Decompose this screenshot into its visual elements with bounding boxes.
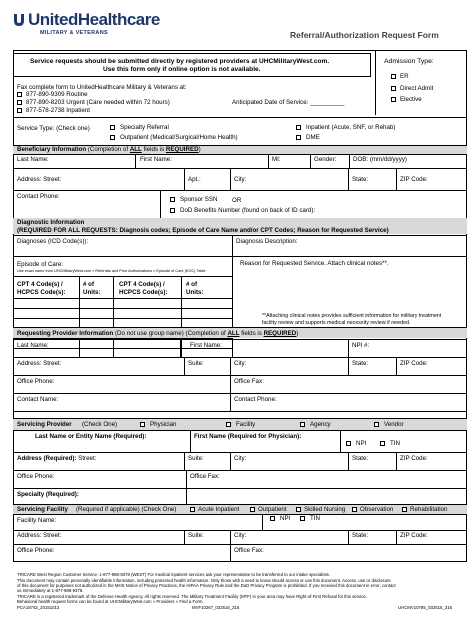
- sp-vendor-label: Vendor: [384, 421, 404, 428]
- req-zip[interactable]: ZIP Code:: [400, 360, 428, 367]
- service-inpatient-label: Inpatient (Acute, SNF, or Rehab): [306, 124, 396, 131]
- footer-line5: TRICARE is a registered trademark of the Defense Health Agency. All rights reserved. The Military Treatment Facility (MTF) in your area may have Right-of-First Refusal for this service.: [17, 594, 367, 599]
- sp-last-name[interactable]: Last Name or Entity Name (Required):: [35, 433, 147, 440]
- ben-dod-checkbox[interactable]: [170, 208, 175, 213]
- sf-skilled-checkbox[interactable]: [296, 507, 301, 512]
- service-dme-label: DME: [306, 134, 320, 141]
- admission-elective-checkbox[interactable]: [391, 97, 396, 102]
- fax-urgent: 877-890-8203 Urgent (Care needed within 72 hours): [26, 99, 170, 106]
- ben-zip[interactable]: ZIP Code:: [400, 176, 428, 183]
- req-office-phone[interactable]: Office Phone:: [17, 378, 55, 385]
- ben-sponsor-ssn-checkbox[interactable]: [170, 197, 175, 202]
- sf-zip[interactable]: ZIP Code:: [400, 532, 428, 539]
- sf-observation-checkbox[interactable]: [352, 507, 357, 512]
- servicing-facility-note: (Required if applicable) (Check One): [76, 506, 177, 513]
- fax-inpatient-checkbox[interactable]: [17, 108, 22, 113]
- req-contact-name[interactable]: Contact Name:: [17, 396, 59, 403]
- sf-acute-checkbox[interactable]: [190, 507, 195, 512]
- footer-line1: TRICARE West Region Customer Service: 1-877-988-9378 (WEST) For medical inpatient services ask your representative to be transferred to our intake specialists.: [17, 572, 331, 577]
- sf-office-fax[interactable]: Office Fax:: [234, 547, 264, 554]
- diagnostic-heading: Diagnostic Information: [17, 219, 85, 226]
- req-office-fax[interactable]: Office Fax:: [234, 378, 264, 385]
- footer-line2: This document may contain personally identifiable information, including protected health information. Only those with a need to know should access or use this document. Access, use or disclosure: [17, 578, 391, 583]
- sp-agency-label: Agency: [310, 421, 331, 428]
- footer-code-left: PCA18742_20151013: [17, 605, 60, 610]
- sp-facility-label: Facility: [236, 421, 256, 428]
- form-title: Referral/Authorization Request Form: [290, 30, 439, 40]
- sp-npi-label: NPI: [356, 440, 367, 447]
- sp-physician-label: Physician: [150, 421, 177, 428]
- servicing-facility-heading: Servicing Facility: [17, 506, 68, 513]
- service-outpatient-checkbox[interactable]: [110, 135, 115, 140]
- sf-outpatient-checkbox[interactable]: [250, 507, 255, 512]
- sp-office-fax[interactable]: Office Fax:: [190, 473, 220, 480]
- req-npi[interactable]: NPI #:: [352, 342, 370, 349]
- req-state[interactable]: State:: [352, 360, 369, 367]
- ben-dod-id: DoD Benefits Number (found on back of ID card):: [180, 207, 316, 214]
- service-type-label: Service Type: (Check one): [17, 125, 90, 132]
- req-last-name[interactable]: Last Name:: [17, 342, 49, 349]
- logo-icon: [13, 13, 25, 27]
- admission-direct-label: Direct Admit: [400, 85, 434, 92]
- anticipated-date-field[interactable]: Anticipated Date of Service: __________: [232, 99, 345, 106]
- footer-line4: us immediately at 1-877-988-9378.: [17, 588, 84, 593]
- service-specialty-label: Specialty Referral: [120, 124, 169, 131]
- diagnostic-subheading: (REQUIRED FOR ALL REQUESTS: Diagnosis codes; Episode of Care Name and/or CPT Codes; Reason for Requested Service): [17, 227, 389, 234]
- ben-last-name[interactable]: Last Name:: [17, 156, 49, 163]
- sp-specialty[interactable]: Specialty (Required):: [17, 491, 79, 498]
- sf-observation-label: Observation: [360, 506, 394, 513]
- sf-suite[interactable]: Suite:: [188, 532, 204, 539]
- sp-facility-checkbox[interactable]: [226, 422, 231, 427]
- logo-text: UnitedHealthcare: [28, 10, 160, 29]
- fax-inpatient: 877-578-2738 Inpatient: [26, 107, 90, 114]
- sf-skilled-label: Skilled Nursing: [304, 506, 346, 513]
- sp-physician-checkbox[interactable]: [140, 422, 145, 427]
- ben-dob[interactable]: DOB: (mm/dd/yyyy): [353, 156, 407, 163]
- footer-line6: Behavioral health request forms can be found at UHCMilitaryWest.com » Providers » Find a Form.: [17, 599, 204, 604]
- sf-city[interactable]: City:: [234, 532, 247, 539]
- admission-er-checkbox[interactable]: [391, 74, 396, 79]
- ben-sponsor-ssn: Sponsor SSN: [180, 196, 218, 203]
- sp-city[interactable]: City:: [234, 455, 247, 462]
- footer-line3: of this document for purposes not authorized in the MHS Notice of Privacy Practices, the HIPAA Privacy Rule and the DoD Privacy Program is prohibited. If you received this document in error, contact: [17, 583, 396, 588]
- sf-rehab-label: Rehabilitation: [410, 506, 448, 513]
- diag-icd[interactable]: Diagnoses (ICD Code(s)):: [17, 238, 89, 245]
- requesting-heading: Requesting Provider Information (Do not use group name) (Completion of ALL fields is REQUIRED): [17, 330, 299, 337]
- diag-episode[interactable]: Episode of Care:: [17, 261, 64, 268]
- sp-tin-label: TIN: [390, 440, 400, 447]
- attach-note-2: facility review and supports medical necessity review if needed.: [262, 320, 411, 326]
- admission-direct-checkbox[interactable]: [391, 86, 396, 91]
- sf-state[interactable]: State:: [352, 532, 369, 539]
- service-dme-checkbox[interactable]: [296, 135, 301, 140]
- sp-suite[interactable]: Suite:: [188, 455, 204, 462]
- units-label-2a: # of: [186, 281, 198, 288]
- ben-city[interactable]: City:: [234, 176, 247, 183]
- sf-office-phone[interactable]: Office Phone:: [17, 547, 55, 554]
- fax-routine: 877-890-9309 Routine: [26, 91, 88, 98]
- sf-tin-checkbox[interactable]: [300, 516, 305, 521]
- hcpcs-label-1: HCPCS Code(s):: [17, 289, 66, 296]
- cpt-label-1: CPT 4 Code(s) /: [17, 281, 63, 288]
- fax-intro: Fax complete form to UnitedHealthcare Military & Veterans at:: [17, 84, 187, 91]
- ben-state[interactable]: State:: [352, 176, 369, 183]
- fax-urgent-checkbox[interactable]: [17, 100, 22, 105]
- units-label-1b: Units:: [83, 289, 101, 296]
- sf-acute-label: Acute Inpatient: [198, 506, 240, 513]
- sp-zip[interactable]: ZIP Code:: [400, 455, 428, 462]
- ben-first-name[interactable]: First Name:: [140, 156, 172, 163]
- admission-er-label: ER: [400, 73, 409, 80]
- service-outpatient-label: Outpatient (Medical/Surgical/Home Health): [120, 134, 238, 141]
- sp-office-phone[interactable]: Office Phone:: [17, 473, 55, 480]
- sf-address[interactable]: Address: Street:: [17, 532, 62, 539]
- admission-type-label: Admission Type:: [384, 58, 434, 65]
- servicing-provider-heading: Servicing Provider: [17, 421, 72, 428]
- ben-apt[interactable]: Apt.:: [188, 176, 201, 183]
- footer-code-mid: MVF10267_032516_316: [192, 605, 240, 610]
- ben-contact-phone[interactable]: Contact Phone:: [17, 193, 60, 200]
- units-label-1a: # of: [83, 281, 95, 288]
- req-city[interactable]: City:: [234, 360, 247, 367]
- ben-mi[interactable]: MI:: [272, 156, 281, 163]
- cpt-label-2: CPT 4 Code(s) /: [119, 281, 165, 288]
- sp-address[interactable]: Address (Required): Street:: [17, 455, 97, 462]
- notice-box: [13, 53, 371, 77]
- sp-npi-checkbox[interactable]: [346, 441, 351, 446]
- diag-episode-note: Use exact name from UHCMilitaryWest.com » Referrals and Prior Authorizations » Episode of Care (EOC) Table: [17, 269, 206, 273]
- sf-rehab-checkbox[interactable]: [402, 507, 407, 512]
- fax-routine-checkbox[interactable]: [17, 92, 22, 97]
- ben-address[interactable]: Address: Street:: [17, 176, 62, 183]
- notice-line1: Service requests should be submitted directly by registered providers at UHCMilitaryWest.com.: [30, 58, 330, 65]
- units-label-2b: Units:: [186, 289, 204, 296]
- diag-description[interactable]: Diagnosis Description:: [236, 238, 298, 245]
- req-address[interactable]: Address: Street:: [17, 360, 62, 367]
- service-inpatient-checkbox[interactable]: [296, 125, 301, 130]
- attach-note-1: **Attaching clinical notes provides sufficient information for military treatment: [262, 313, 442, 319]
- req-contact-phone[interactable]: Contact Phone:: [234, 396, 277, 403]
- ben-gender[interactable]: Gender:: [314, 156, 337, 163]
- sp-agency-checkbox[interactable]: [300, 422, 305, 427]
- footer-code-right: UHCMV10785_032516_316: [398, 605, 452, 610]
- logo-subtitle: MILITARY & VETERANS: [40, 30, 108, 36]
- req-first-name[interactable]: First Name:: [190, 342, 222, 349]
- sp-first-name[interactable]: First Name (Required for Physician):: [194, 433, 302, 440]
- sf-npi-checkbox[interactable]: [270, 516, 275, 521]
- sf-facility-name[interactable]: Facility Name:: [17, 517, 57, 524]
- sp-tin-checkbox[interactable]: [380, 441, 385, 446]
- sp-vendor-checkbox[interactable]: [374, 422, 379, 427]
- ben-or: OR: [232, 197, 242, 204]
- notice-line2: Use this form only if online option is not available.: [103, 66, 261, 73]
- sf-tin-label: TIN: [310, 515, 320, 522]
- sf-outpatient-label: Outpatient: [258, 506, 287, 513]
- sf-npi-label: NPI: [280, 515, 291, 522]
- servicing-provider-check-one: (Check One): [82, 421, 118, 428]
- hcpcs-label-2: HCPCS Code(s):: [119, 289, 168, 296]
- diag-reason[interactable]: Reason for Requested Service. Attach clinical notes**.: [240, 260, 389, 267]
- service-specialty-checkbox[interactable]: [110, 125, 115, 130]
- req-suite[interactable]: Suite:: [188, 360, 204, 367]
- sp-state[interactable]: State:: [352, 455, 369, 462]
- admission-elective-label: Elective: [400, 96, 422, 103]
- beneficiary-heading: Beneficiary Information (Completion of ALL fields is REQUIRED): [17, 146, 201, 153]
